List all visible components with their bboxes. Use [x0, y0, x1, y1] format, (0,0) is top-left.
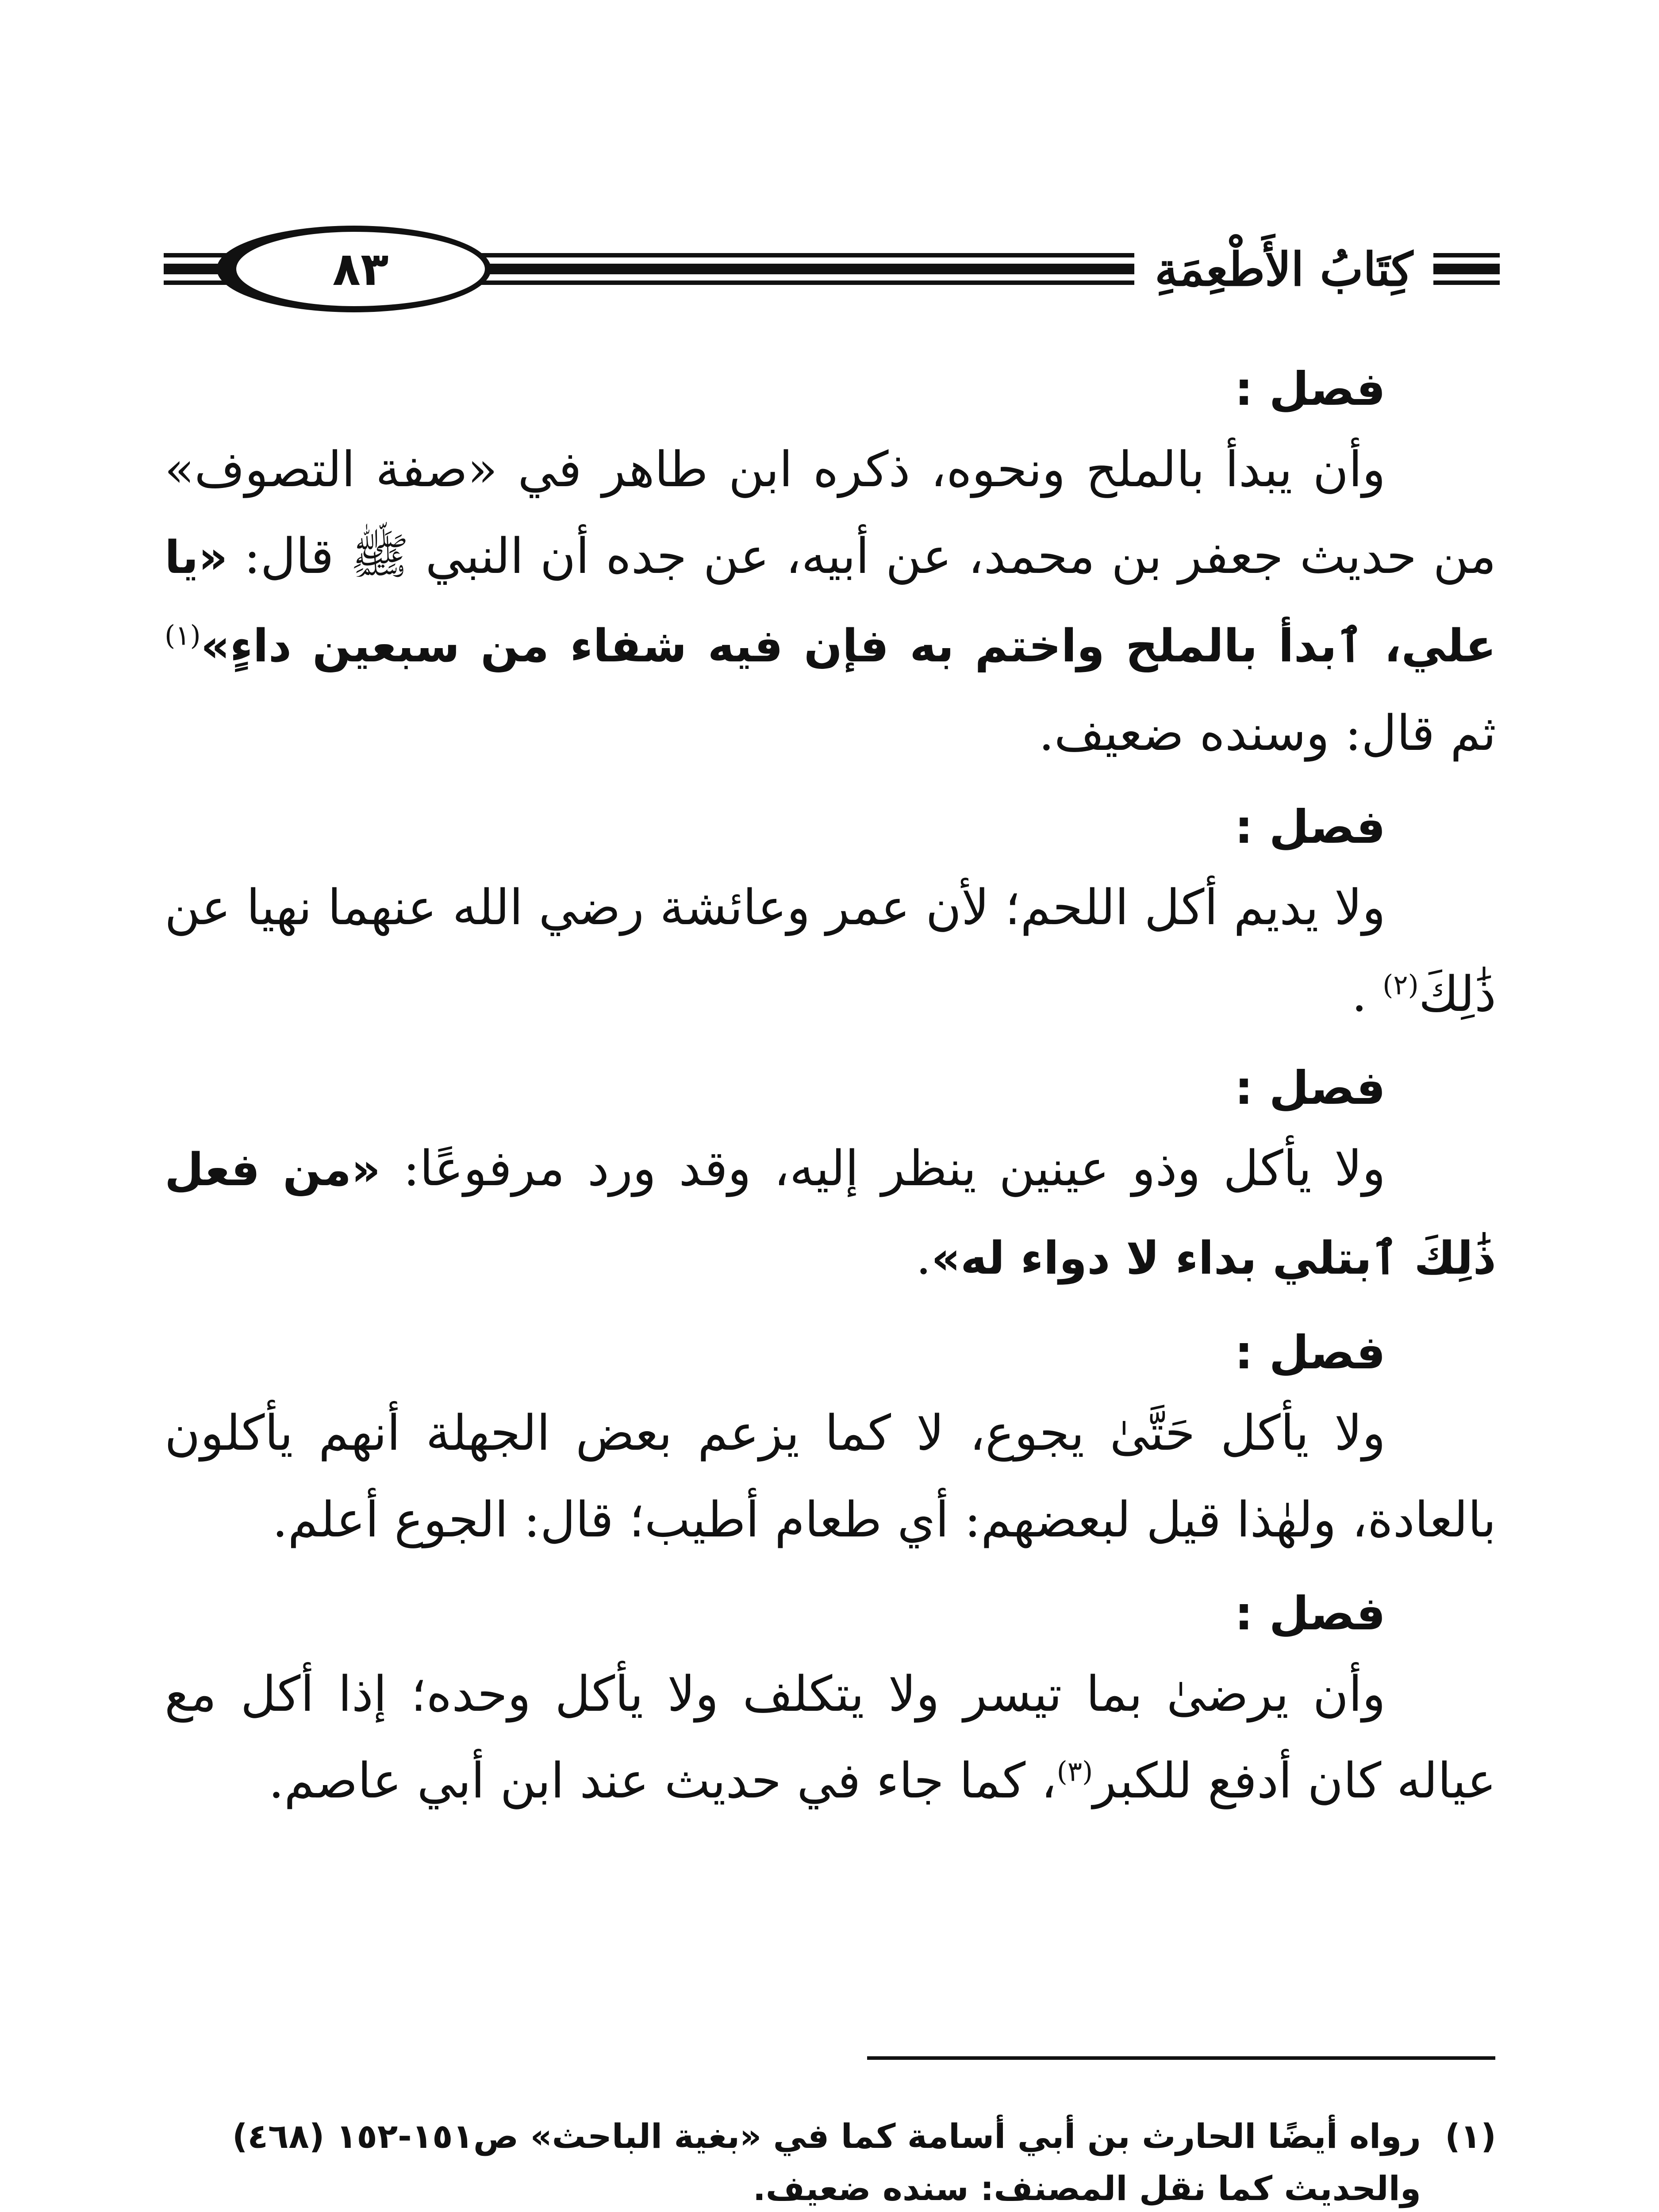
paragraph-text: ولا يأكل حَتَّىٰ يجوع، لا كما يزعم بعض الجهلة أنهم يأكلون بالعادة، ولهٰذا قيل لبعضهم: أي طعام أطيب؛ قال: الجوع أعلم. — [165, 1405, 1496, 1548]
section-paragraph — [165, 1390, 1496, 1563]
paragraph-text: . — [1352, 966, 1383, 1022]
running-title-box — [1134, 226, 1433, 312]
section-heading: فصل : — [1234, 1586, 1386, 1640]
spacer — [165, 1037, 1496, 1051]
spacer — [165, 1563, 1496, 1576]
section-heading: فصل : — [1234, 800, 1386, 854]
footnote-ref: (٣) — [1056, 1755, 1093, 1788]
running-title: كِتَابُ الأَطْعِمَةِ — [1155, 242, 1413, 296]
section-paragraph — [165, 1125, 1496, 1302]
paragraph-text: ، كما جاء في حديث عند ابن أبي عاصم. — [268, 1752, 1057, 1809]
footnote — [165, 2110, 1496, 2212]
page-number-badge — [217, 226, 491, 312]
paragraph-text: . — [916, 1229, 932, 1285]
spacer — [165, 776, 1496, 790]
paragraph-text: ولا يأكل وذو عينين ينظر إليه، وقد ورد مرفوعًا: — [380, 1140, 1386, 1197]
section-paragraph — [165, 864, 1496, 1037]
paragraph-text: وأن يرضىٰ بما تيسر ولا يتكلف ولا يأكل وحده؛ إذا أكل مع عياله كان أدفع للكبر — [165, 1666, 1496, 1809]
spacer — [165, 1302, 1496, 1315]
paragraph-text: وأن يبدأ بالملح ونحوه، ذكره ابن طاهر في «صفة التصوف» من حديث جعفر بن محمد، عن أبيه، عن جده أن النبي ﷺ قال: — [165, 441, 1496, 584]
hadith-quote: «من فعل ذَٰلِكَ ٱبتلي بداء لا دواء له» — [165, 1144, 1496, 1285]
paragraph-text: ولا يديم أكل اللحم؛ لأن عمر وعائشة رضي الله عنهما نهيا عن ذَٰلِكَ — [165, 879, 1496, 1022]
section-paragraph — [165, 1651, 1496, 1824]
footnote-separator — [867, 2056, 1495, 2060]
paragraph-text: ثم قال: وسنده ضعيف. — [1038, 705, 1496, 761]
footnote-text: رواه أيضًا الحارث بن أبي أسامة كما في «بغية الباحث» ص١٥١-١٥٢ (٤٦٨) والحديث كما نقل المصنف: سنده ضعيف. — [232, 2116, 1421, 2208]
hadith-quote: «يا علي، ٱبدأ بالملح واختم به فإن فيه شفاء من سبعين داءٍ» — [165, 531, 1496, 672]
section-heading: فصل : — [1234, 1325, 1386, 1379]
footnote-number: (١) — [1445, 2116, 1496, 2156]
page-header — [164, 226, 1500, 314]
section-paragraph — [165, 426, 1496, 776]
section-heading: فصل : — [1234, 362, 1386, 416]
main-text — [165, 352, 1496, 1824]
page-number: ٨٣ — [332, 242, 389, 296]
footnote-ref: (١) — [165, 619, 201, 652]
section-heading: فصل : — [1234, 1061, 1386, 1115]
footnote-ref: (٢) — [1382, 968, 1419, 1001]
footnotes — [165, 2110, 1496, 2212]
